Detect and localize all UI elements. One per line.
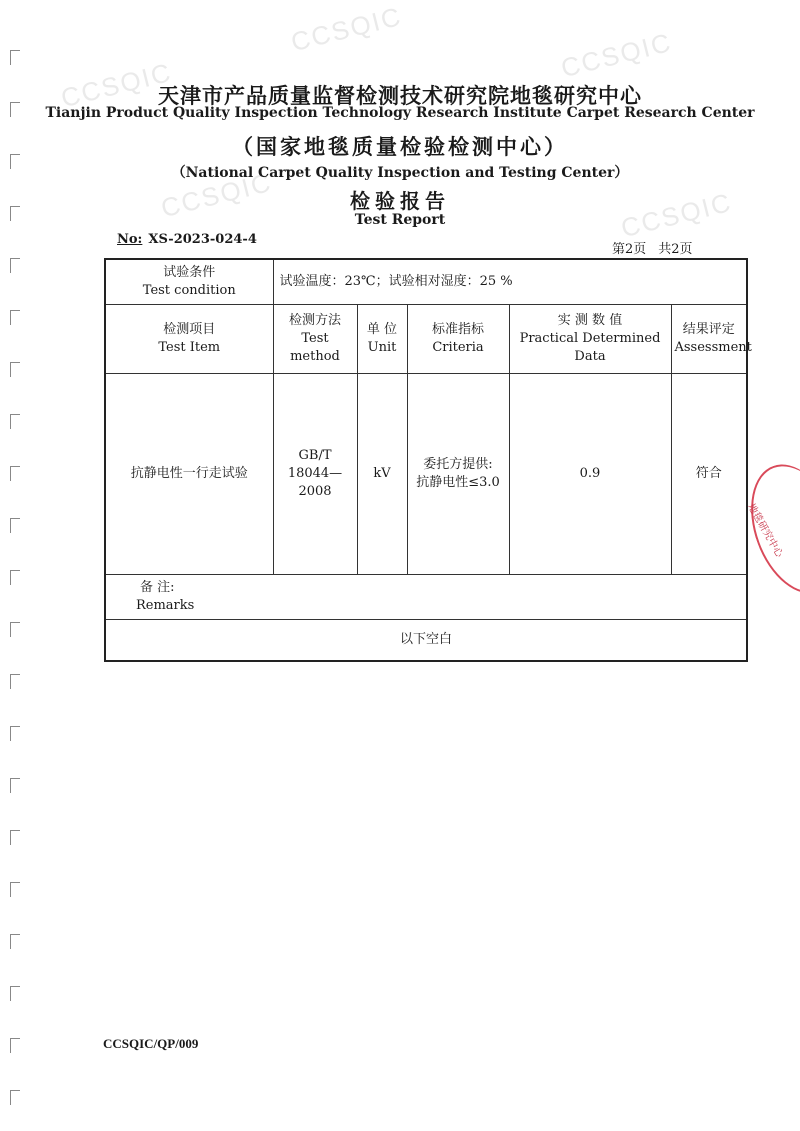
watermark: CCSQIC — [287, 0, 405, 58]
col-header-data: 实 测 数 值 Practical Determined Data — [509, 305, 671, 374]
cell-criteria: 委托方提供: 抗静电性≤3.0 — [407, 374, 509, 575]
cell-unit: kV — [357, 374, 407, 575]
org-title-en: Tianjin Product Quality Inspection Technology Research Institute Carpet Research Center — [45, 105, 755, 121]
report-table — [104, 258, 752, 662]
watermark: CCSQIC — [557, 26, 675, 84]
page-current: 第2页 — [612, 242, 647, 257]
table-row — [105, 374, 747, 575]
col-header-assessment: 结果评定 Assessment — [671, 305, 747, 374]
page-info — [612, 238, 693, 257]
col-header-unit: 单 位 Unit — [357, 305, 407, 374]
watermark: CCSQIC — [57, 56, 175, 114]
column-header-row — [105, 305, 747, 374]
cell-assessment: 符合 — [671, 374, 747, 575]
cell-item: 抗静电性一行走试验 — [105, 374, 273, 575]
watermark: CCSQIC — [617, 186, 735, 244]
col-header-criteria: 标准指标 Criteria — [407, 305, 509, 374]
watermark: CCSQIC — [157, 166, 275, 224]
footer-form-code: CCSQIC/QP/009 — [103, 1036, 199, 1051]
condition-label: 试验条件 Test condition — [105, 259, 273, 305]
org-title-cn: 天津市产品质量监督检测技术研究院地毯研究中心 — [158, 83, 642, 108]
remarks-row — [105, 575, 747, 620]
blank-row — [105, 620, 747, 662]
condition-value: 试验温度：23℃；试验相对湿度：25 % — [273, 259, 747, 305]
doc-title-en: Test Report — [354, 212, 446, 228]
remarks-label: 备 注: Remarks — [105, 575, 747, 620]
cell-data: 0.9 — [509, 374, 671, 575]
report-number-value: XS-2023-024-4 — [148, 232, 257, 247]
condition-row — [105, 259, 747, 305]
col-header-item: 检测项目 Test Item — [105, 305, 273, 374]
doc-title-cn: 检验报告 — [350, 189, 450, 213]
col-header-method: 检测方法 Test method — [273, 305, 357, 374]
blank-note: 以下空白 — [105, 620, 747, 662]
report-number — [117, 232, 257, 247]
seal-text: 地毯研究中心 — [745, 502, 785, 560]
page-total: 共2页 — [658, 242, 693, 257]
report-number-label: No: — [117, 232, 143, 247]
center-title-en: （National Carpet Quality Inspection and Testing Center） — [171, 165, 629, 181]
cell-method: GB/T 18044— 2008 — [273, 374, 357, 575]
center-title-cn: （国家地毯质量检验检测中心） — [232, 134, 568, 159]
